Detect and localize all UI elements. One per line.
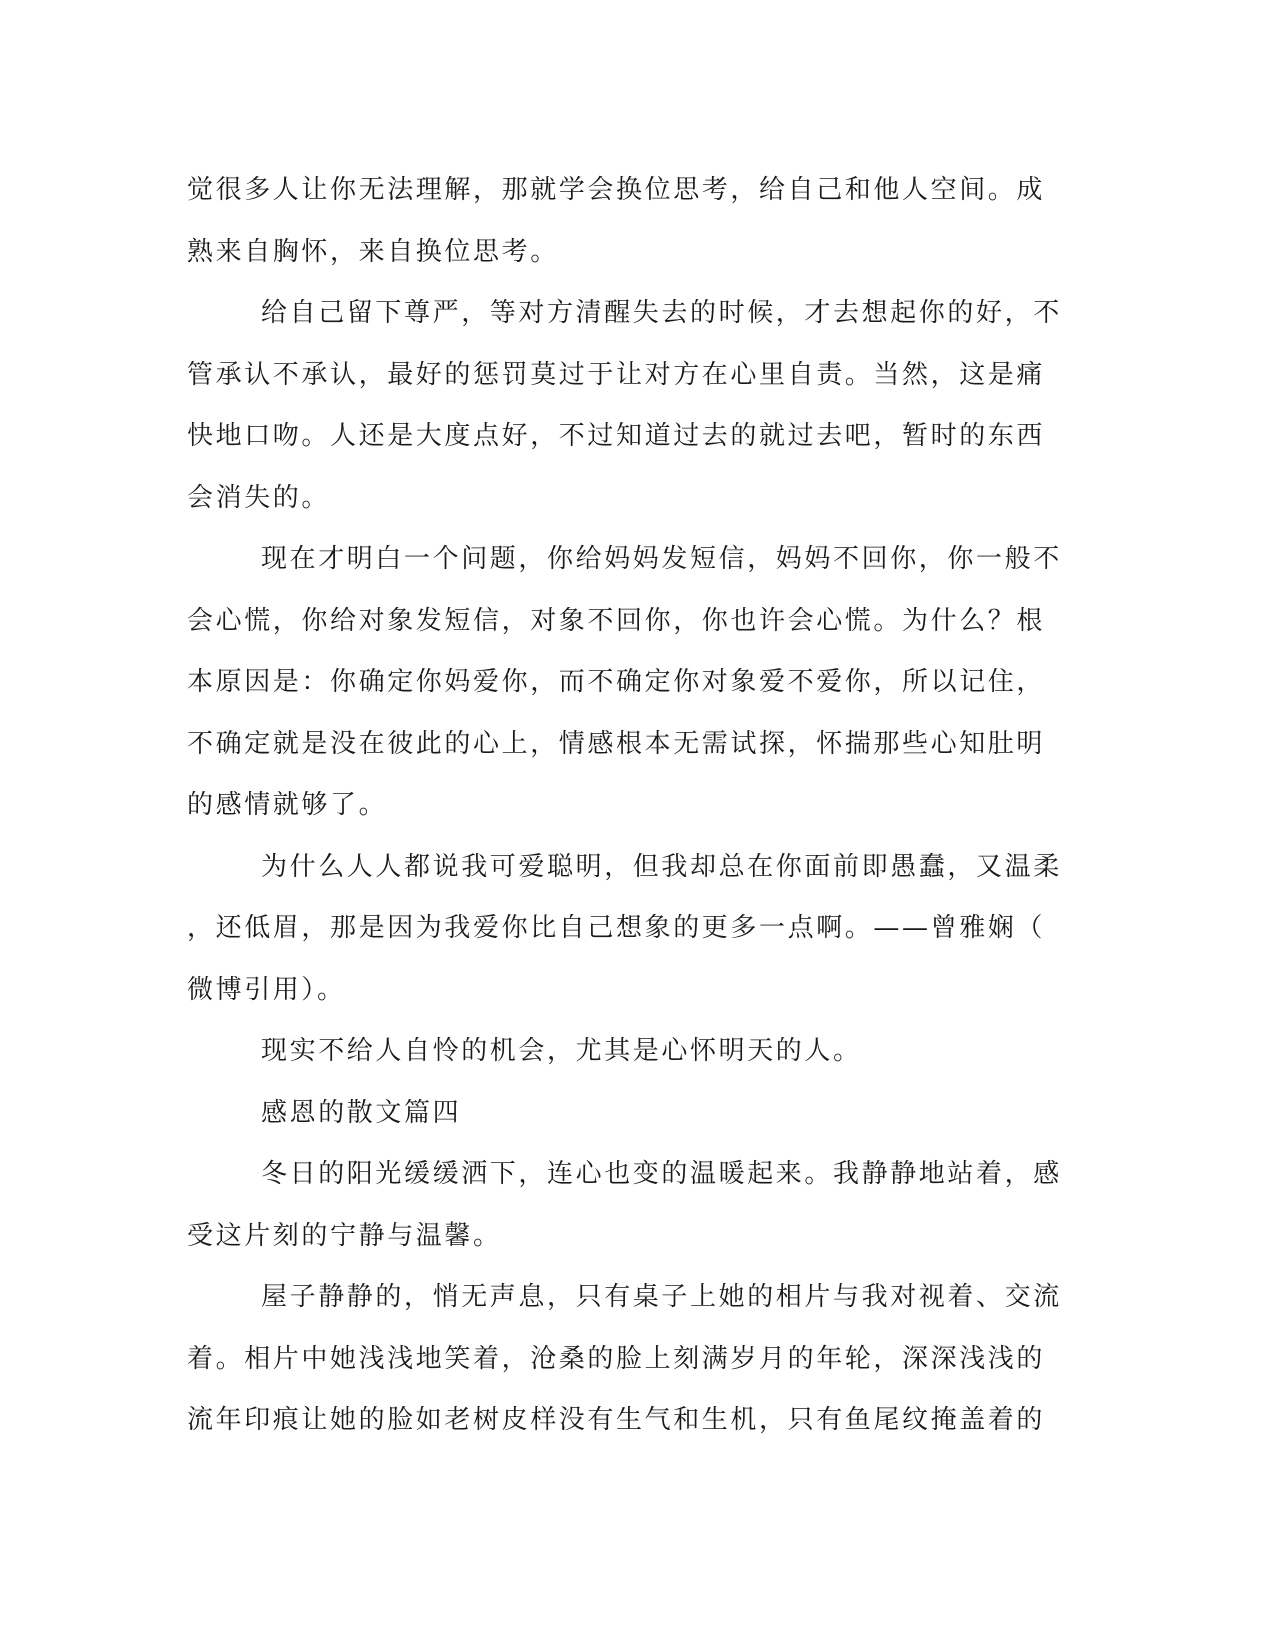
text-line: 现实不给人自怜的机会，尤其是心怀明天的人。 [261,1036,862,1066]
text-line: 受这片刻的宁静与温馨。 [187,1220,502,1251]
text-line: 为什么人人都说我可爱聪明，但我却总在你面前即愚蠢，又温柔 [261,851,1062,882]
text-line: 的感情就够了。 [187,790,388,820]
text-line: 微博引用）。 [187,974,346,1005]
text-line: 给自己留下尊严，等对方清醒失去的时候，才去想起你的好，不 [261,298,1062,328]
text-line: 冬日的阳光缓缓洒下，连心也变的温暖起来。我静静地站着，感 [261,1159,1062,1189]
text-line: 管承认不承认，最好的惩罚莫过于让对方在心里自责。当然，这是痛 [187,359,1046,390]
text-line: 觉很多人让你无法理解，那就学会换位思考，给自己和他人空间。成 [187,175,1046,205]
text-line: ，还低眉，那是因为我爱你比自己想象的更多一点啊。——曾雅娴（ [187,913,1046,943]
text-line: 熟来自胸怀，来自换位思考。 [187,236,559,267]
text-line: 感恩的散文篇四 [261,1097,462,1128]
text-line: 现在才明白一个问题，你给妈妈发短信，妈妈不回你，你一般不 [261,544,1062,574]
text-line: 着。相片中她浅浅地笑着，沧桑的脸上刻满岁月的年轮，深深浅浅的 [187,1343,1046,1374]
text-line: 会消失的。 [187,482,331,513]
text-line: 不确定就是没在彼此的心上，情感根本无需试探，怀揣那些心知肚明 [187,728,1046,759]
document-body [187,160,1067,1452]
text-line: 会心慌，你给对象发短信，对象不回你，你也许会心慌。为什么？根 [187,605,1046,636]
text-line: 快地口吻。人还是大度点好，不过知道过去的就过去吧，暂时的东西 [187,421,1046,451]
text-line: 本原因是：你确定你妈爱你，而不确定你对象爱不爱你，所以记住， [187,667,1046,697]
text-line: 流年印痕让她的脸如老树皮样没有生气和生机，只有鱼尾纹掩盖着的 [187,1405,1046,1435]
text-line: 屋子静静的，悄无声息，只有桌子上她的相片与我对视着、交流 [261,1282,1062,1312]
